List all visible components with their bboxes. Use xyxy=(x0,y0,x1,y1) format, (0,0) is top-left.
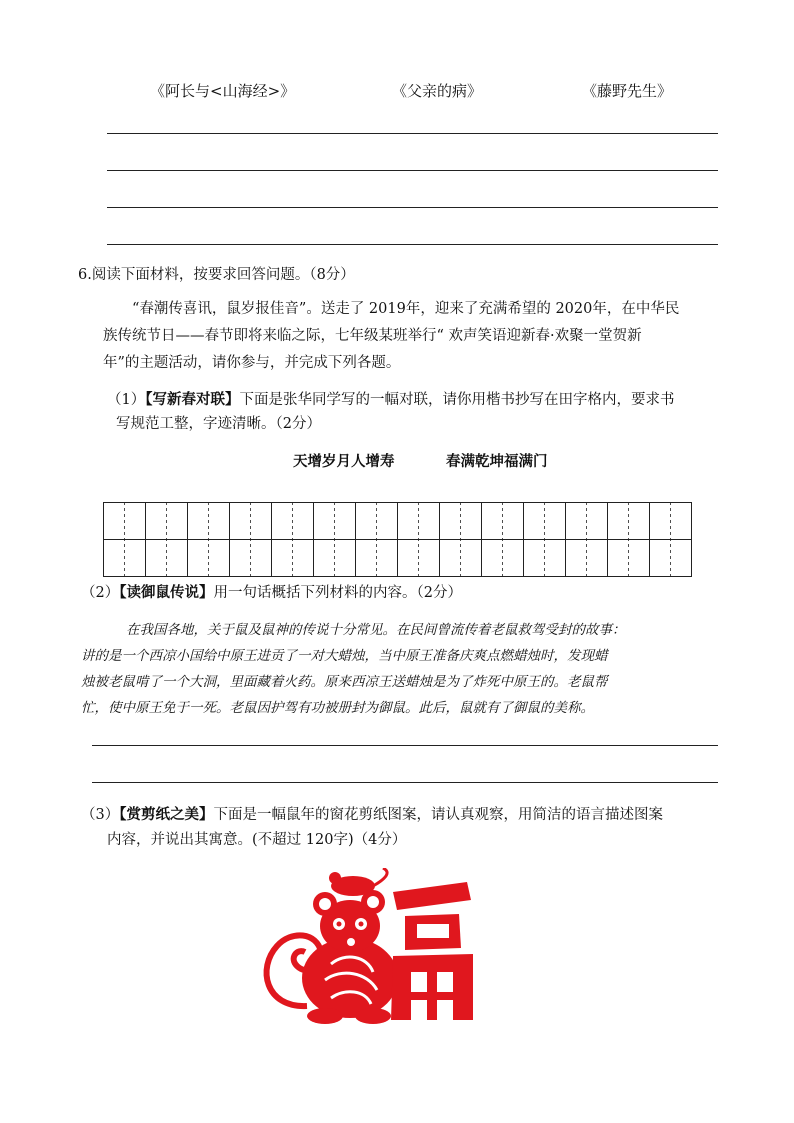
story-line-3: 烛被老鼠啃了一个大洞，里面藏着火药。原来西凉王送蜡烛是为了炸死中原王的。老鼠帮 xyxy=(81,674,608,690)
part3-line1 xyxy=(81,801,663,829)
question-6-heading: 6.阅读下面材料，按要求回答问题。（8分） xyxy=(78,267,355,283)
part1-instruction: 下面是张华同学写的一幅对联，请你用楷书抄写在田字格内，要求书 xyxy=(239,392,675,408)
intro-line-1: “春潮传喜讯，鼠岁报佳音”。送走了 2019年，迎来了充满希望的 2020年，在中华民 xyxy=(132,301,680,317)
part1-number: （1） xyxy=(107,392,146,408)
book-title-2: 《父亲的病》 xyxy=(392,82,483,100)
part1-line1 xyxy=(107,386,674,414)
part2-instruction: 用一句话概括下列材料的内容。（2分） xyxy=(213,585,462,601)
story-line-4: 忙，使中原王免于一死。老鼠因护驾有功被册封为御鼠。此后，鼠就有了御鼠的美称。 xyxy=(81,700,594,716)
tianzi-grid[interactable] xyxy=(103,502,693,578)
part2-number: （2） xyxy=(81,585,120,601)
answer-line-3[interactable] xyxy=(107,207,718,208)
book-title-3: 《藤野先生》 xyxy=(582,82,673,100)
book-title-1: 《阿长与<山海经>》 xyxy=(150,82,296,100)
part3-line2: 内容，并说出其寓意。(不超过 120字)（4分） xyxy=(107,832,407,848)
intro-line-2: 族传统节日——春节即将来临之际，七年级某班举行“ 欢声笑语迎新春·欢聚一堂贺新 xyxy=(103,328,642,344)
part3-instruction: 下面是一幅鼠年的窗花剪纸图案，请认真观察，用简洁的语言描述图案 xyxy=(213,807,663,823)
answer-line-5[interactable] xyxy=(92,745,718,746)
answer-line-4[interactable] xyxy=(107,244,718,245)
story-line-2: 讲的是一个西凉小国给中原王进贡了一对大蜡烛，当中原王准备庆爽点燃蜡烛时，发现蜡 xyxy=(81,648,608,664)
intro-line-3: 年”的主题活动，请你参与，并完成下列各题。 xyxy=(103,355,401,371)
answer-line-6[interactable] xyxy=(92,782,718,783)
answer-line-2[interactable] xyxy=(107,170,718,171)
papercut-rat-fu-image xyxy=(255,868,480,1028)
part3-number: （3） xyxy=(81,807,120,823)
couplet-right: 春满乾坤福满门 xyxy=(446,453,548,470)
part2-line xyxy=(81,579,462,607)
story-line-1: 在我国各地，关于鼠及鼠神的传说十分常见。在民间曾流传着老鼠救驾受封的故事： xyxy=(126,622,626,638)
couplet-left: 天增岁月人增寿 xyxy=(293,453,395,470)
answer-line-1[interactable] xyxy=(107,133,718,134)
part1-tag: 【写新春对联】 xyxy=(145,391,240,408)
part1-line2: 写规范工整，字迹清晰。（2分） xyxy=(116,416,321,432)
part2-tag: 【读御鼠传说】 xyxy=(119,584,214,601)
part3-tag: 【赏剪纸之美】 xyxy=(119,806,214,823)
